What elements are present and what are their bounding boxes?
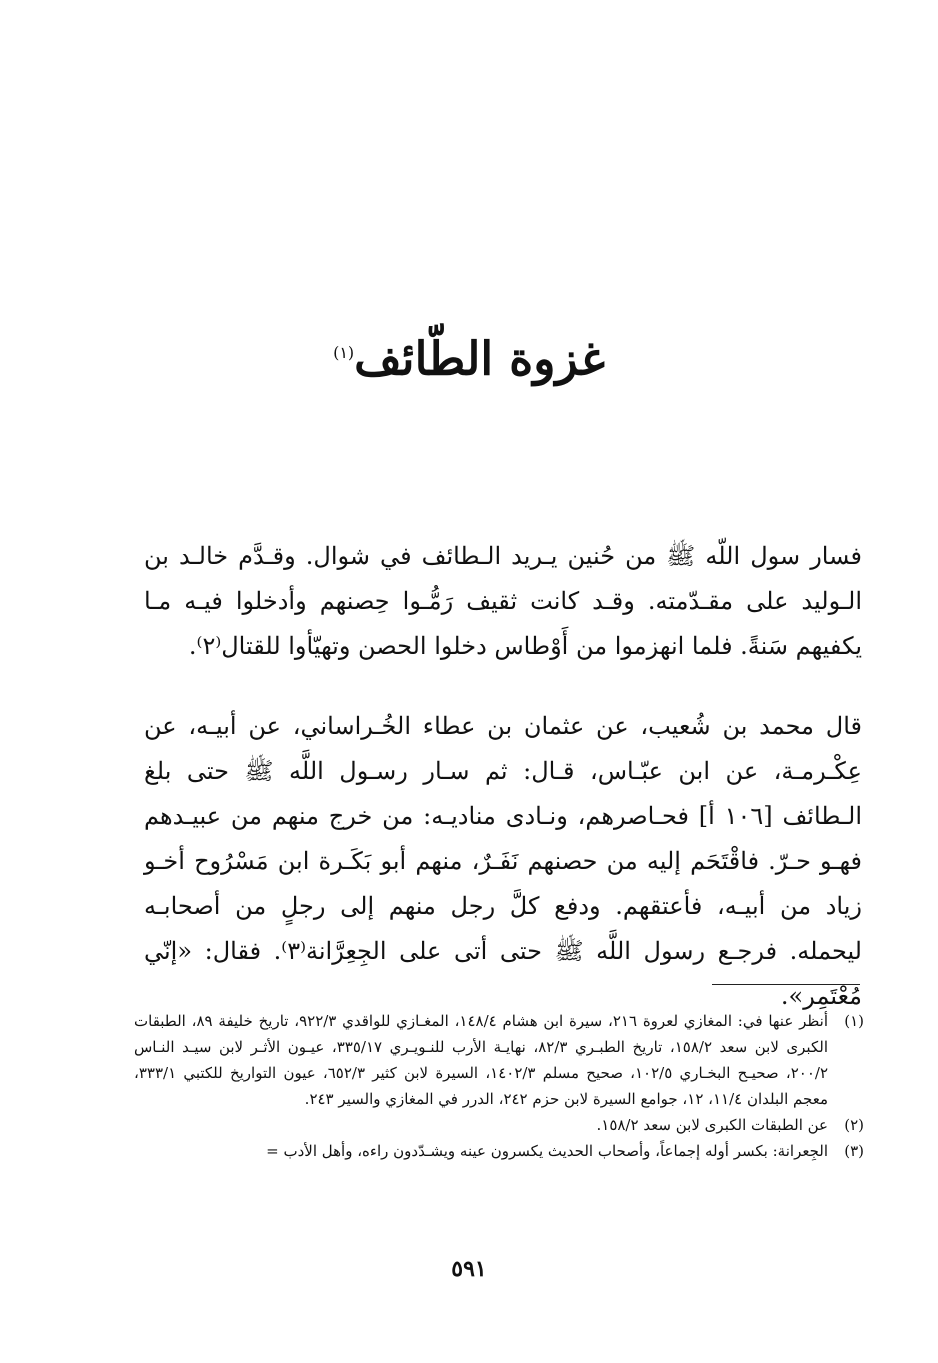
- footnote-text: الجِعرانة: بكسر أوله إجماعاً، وأصحاب الحديث يكسرون عينه ويشـدّدون راءه، وأهل الأدب =: [266, 1142, 828, 1160]
- footnote-separator: [712, 984, 860, 985]
- footnote-1: [134, 1008, 864, 1112]
- footnotes: [134, 1008, 864, 1164]
- footnote-number: (١): [844, 1012, 864, 1030]
- footnote-text: أنظر عنها في: المغازي لعروة ٢١٦، سيرة ابن هشام ١٤٨/٤، المغـازي للواقدي ٩٢٢/٣، تاريخ خليفة ٨٩، الطبقات الكبرى لابن سعد ١٥٨/٢، تاريخ الطبـري ٨٢/٣، نهايـة الأرب للنـويـري ٣٣٥/١٧، عيـون الأثـر لابن سيـد النـاس ٢٠٠/٢، صحيـح البخـاري ١٠٢/٥، صحيح مسلم ١٤٠٢/٣، السيرة لابن كثير ٦٥٢/٣، عيون التواريخ للكتبي ٣٣٣/١، معجم البلدان ١١/٤، ١٢، جوامع السيرة لابن حزم ٢٤٢، الدرر في المغازي والسير ٢٤٣.: [134, 1012, 828, 1108]
- footnote-number: (٣): [844, 1142, 864, 1160]
- footnote-text: عن الطبقات الكبرى لابن سعد ١٥٨/٢.: [596, 1116, 828, 1134]
- footnote-2: [134, 1112, 864, 1138]
- chapter-title-text: غزوة الطّائف: [354, 331, 605, 386]
- page-number: ٥٩١: [451, 1256, 487, 1282]
- body-paragraph-2: قال محمد بن شُعيب، عن عثمان بن عطاء الخُـراساني، عن أبيـه، عن عِكْـرمـة، عن ابن عبّـاس، قـال: ثم سـار رسـول اللَّه ﷺ حتى بلغ الـطائف [١٠٦ أ] فحـاصرهم، ونـادى مناديـه: من خرج منهم من عبيـدهم فهـو حـرّ. فاقْتَحَم إليه من حصنهم نَفَـرٌ، منهم أبو بَكَـرة ابن مَسْرُوح أخـو زياد من أبيـه، فأعتقهم. ودفع كلَّ رجل منهم إلى رجلٍ من أصحابـه ليحمله. فرجـع رسول اللَّه ﷺ حتى أتى على الجِعِرَّانة⁽٣⁾. فقال: «إنّي مُعْتَمِر».: [144, 712, 863, 1010]
- chapter-title: [0, 318, 938, 393]
- footnote-3: [134, 1138, 864, 1164]
- body-paragraph-1: فسار سول اللّه ﷺ من حُنين يـريد الـطائف في شوال. وقـدَّم خالـد بن الـوليد على مقـدّمته. وقـد كانت ثقيف رَمُّـوا حِصنهم وأدخلوا فيـه مـا يكفيهم سَنةً. فلما انهزموا من أَوْطاس دخلوا الحصن وتهيّأوا للقتال⁽٢⁾.: [144, 542, 862, 660]
- footnote-number: (٢): [844, 1116, 864, 1134]
- chapter-title-footnote-ref: (١): [333, 343, 355, 362]
